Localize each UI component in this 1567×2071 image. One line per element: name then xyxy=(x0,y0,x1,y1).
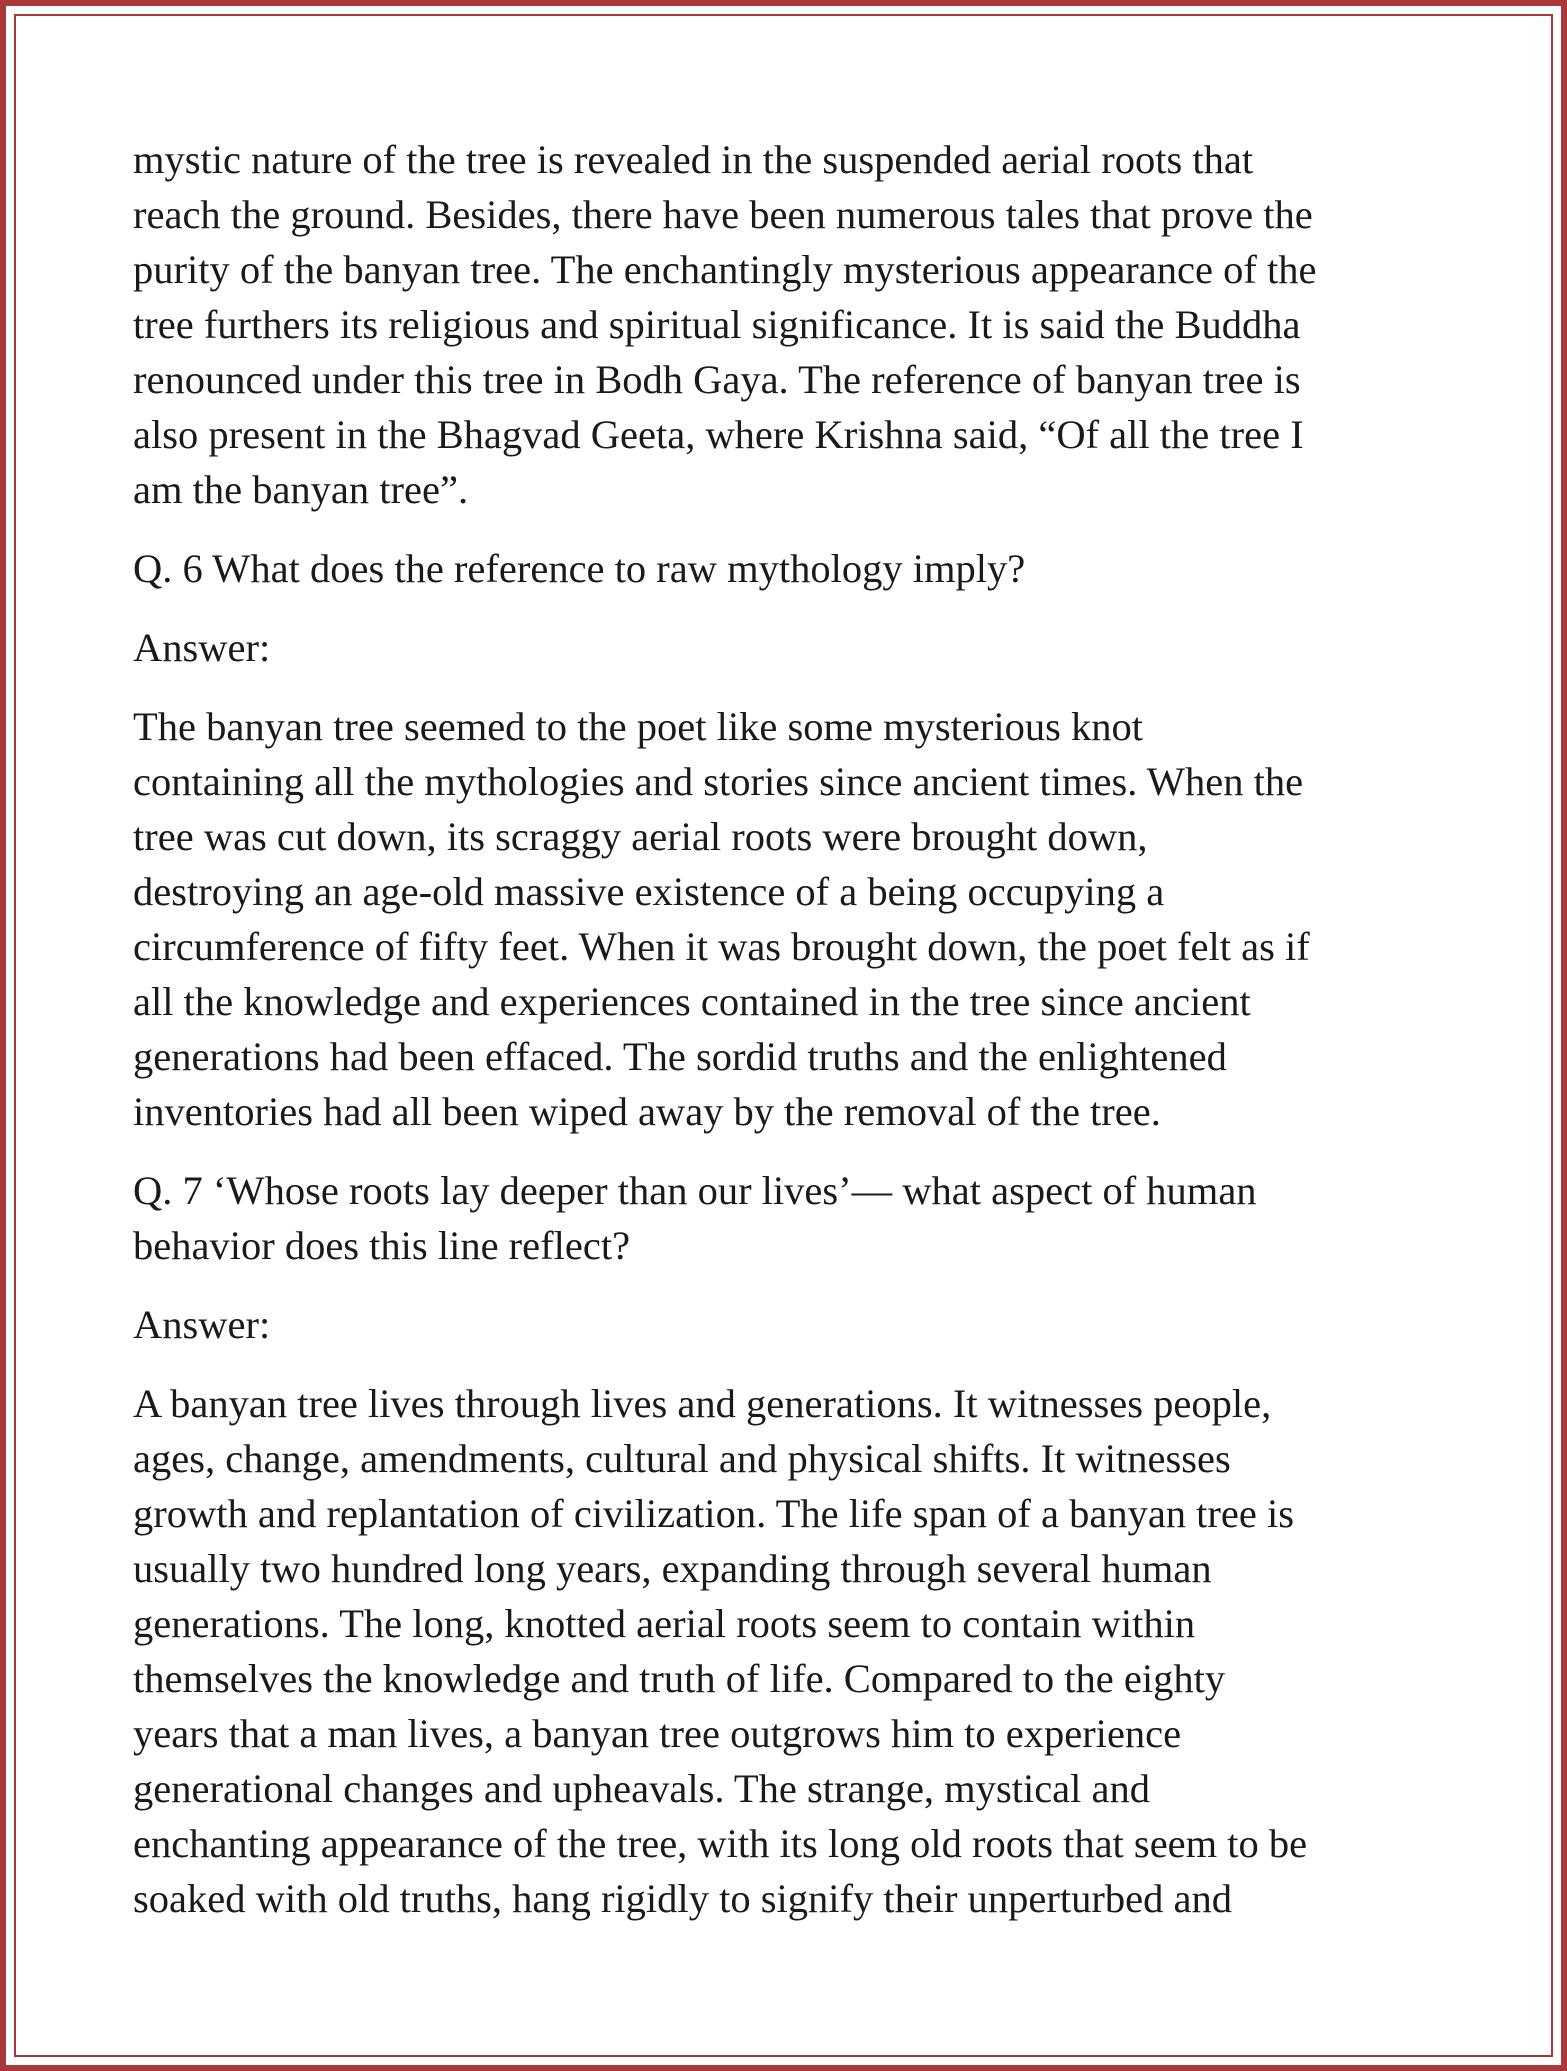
text-line: The banyan tree seemed to the poet like some mysterious knot xyxy=(133,704,1143,749)
question-text: Q. 6 What does the reference to raw mythology imply? xyxy=(133,546,1026,591)
text-line: renounced under this tree in Bodh Gaya. The reference of banyan tree is xyxy=(133,357,1301,402)
text-line: all the knowledge and experiences contained in the tree since ancient xyxy=(133,979,1251,1024)
answer-7-paragraph xyxy=(133,1376,1453,1926)
intro-paragraph xyxy=(133,132,1453,517)
text-line: enchanting appearance of the tree, with its long old roots that seem to be xyxy=(133,1821,1308,1866)
question-7 xyxy=(133,1163,1453,1273)
answer-6-paragraph xyxy=(133,699,1453,1139)
text-line: mystic nature of the tree is revealed in the suspended aerial roots that xyxy=(133,137,1254,182)
text-line: also present in the Bhagvad Geeta, where Krishna said, “Of all the tree I xyxy=(133,412,1304,457)
answer-label: Answer: xyxy=(133,1302,271,1347)
text-line: usually two hundred long years, expanding through several human xyxy=(133,1546,1212,1591)
question-text: behavior does this line reflect? xyxy=(133,1223,631,1268)
text-line: ages, change, amendments, cultural and physical shifts. It witnesses xyxy=(133,1436,1231,1481)
text-line: growth and replantation of civilization. The life span of a banyan tree is xyxy=(133,1491,1294,1536)
text-line: circumference of fifty feet. When it was brought down, the poet felt as if xyxy=(133,924,1310,969)
document-body xyxy=(133,132,1453,1926)
text-line: tree was cut down, its scraggy aerial roots were brought down, xyxy=(133,814,1148,859)
answer-label: Answer: xyxy=(133,625,271,670)
text-line: generations. The long, knotted aerial roots seem to contain within xyxy=(133,1601,1196,1646)
text-line: A banyan tree lives through lives and generations. It witnesses people, xyxy=(133,1381,1272,1426)
text-line: tree furthers its religious and spiritual significance. It is said the Buddha xyxy=(133,302,1301,347)
question-6 xyxy=(133,541,1453,596)
text-line: reach the ground. Besides, there have been numerous tales that prove the xyxy=(133,192,1313,237)
question-text: Q. 7 ‘Whose roots lay deeper than our lives’— what aspect of human xyxy=(133,1168,1257,1213)
text-line: generations had been effaced. The sordid truths and the enlightened xyxy=(133,1034,1227,1079)
text-line: am the banyan tree”. xyxy=(133,467,469,512)
text-line: destroying an age-old massive existence of a being occupying a xyxy=(133,869,1165,914)
text-line: themselves the knowledge and truth of life. Compared to the eighty xyxy=(133,1656,1226,1701)
text-line: inventories had all been wiped away by the removal of the tree. xyxy=(133,1089,1161,1134)
text-line: containing all the mythologies and stories since ancient times. When the xyxy=(133,759,1304,804)
text-line: generational changes and upheavals. The strange, mystical and xyxy=(133,1766,1151,1811)
text-line: soaked with old truths, hang rigidly to signify their unperturbed and xyxy=(133,1876,1232,1921)
text-line: years that a man lives, a banyan tree outgrows him to experience xyxy=(133,1711,1182,1756)
text-line: purity of the banyan tree. The enchantingly mysterious appearance of the xyxy=(133,247,1317,292)
answer-label-6 xyxy=(133,620,1453,675)
answer-label-7 xyxy=(133,1297,1453,1352)
